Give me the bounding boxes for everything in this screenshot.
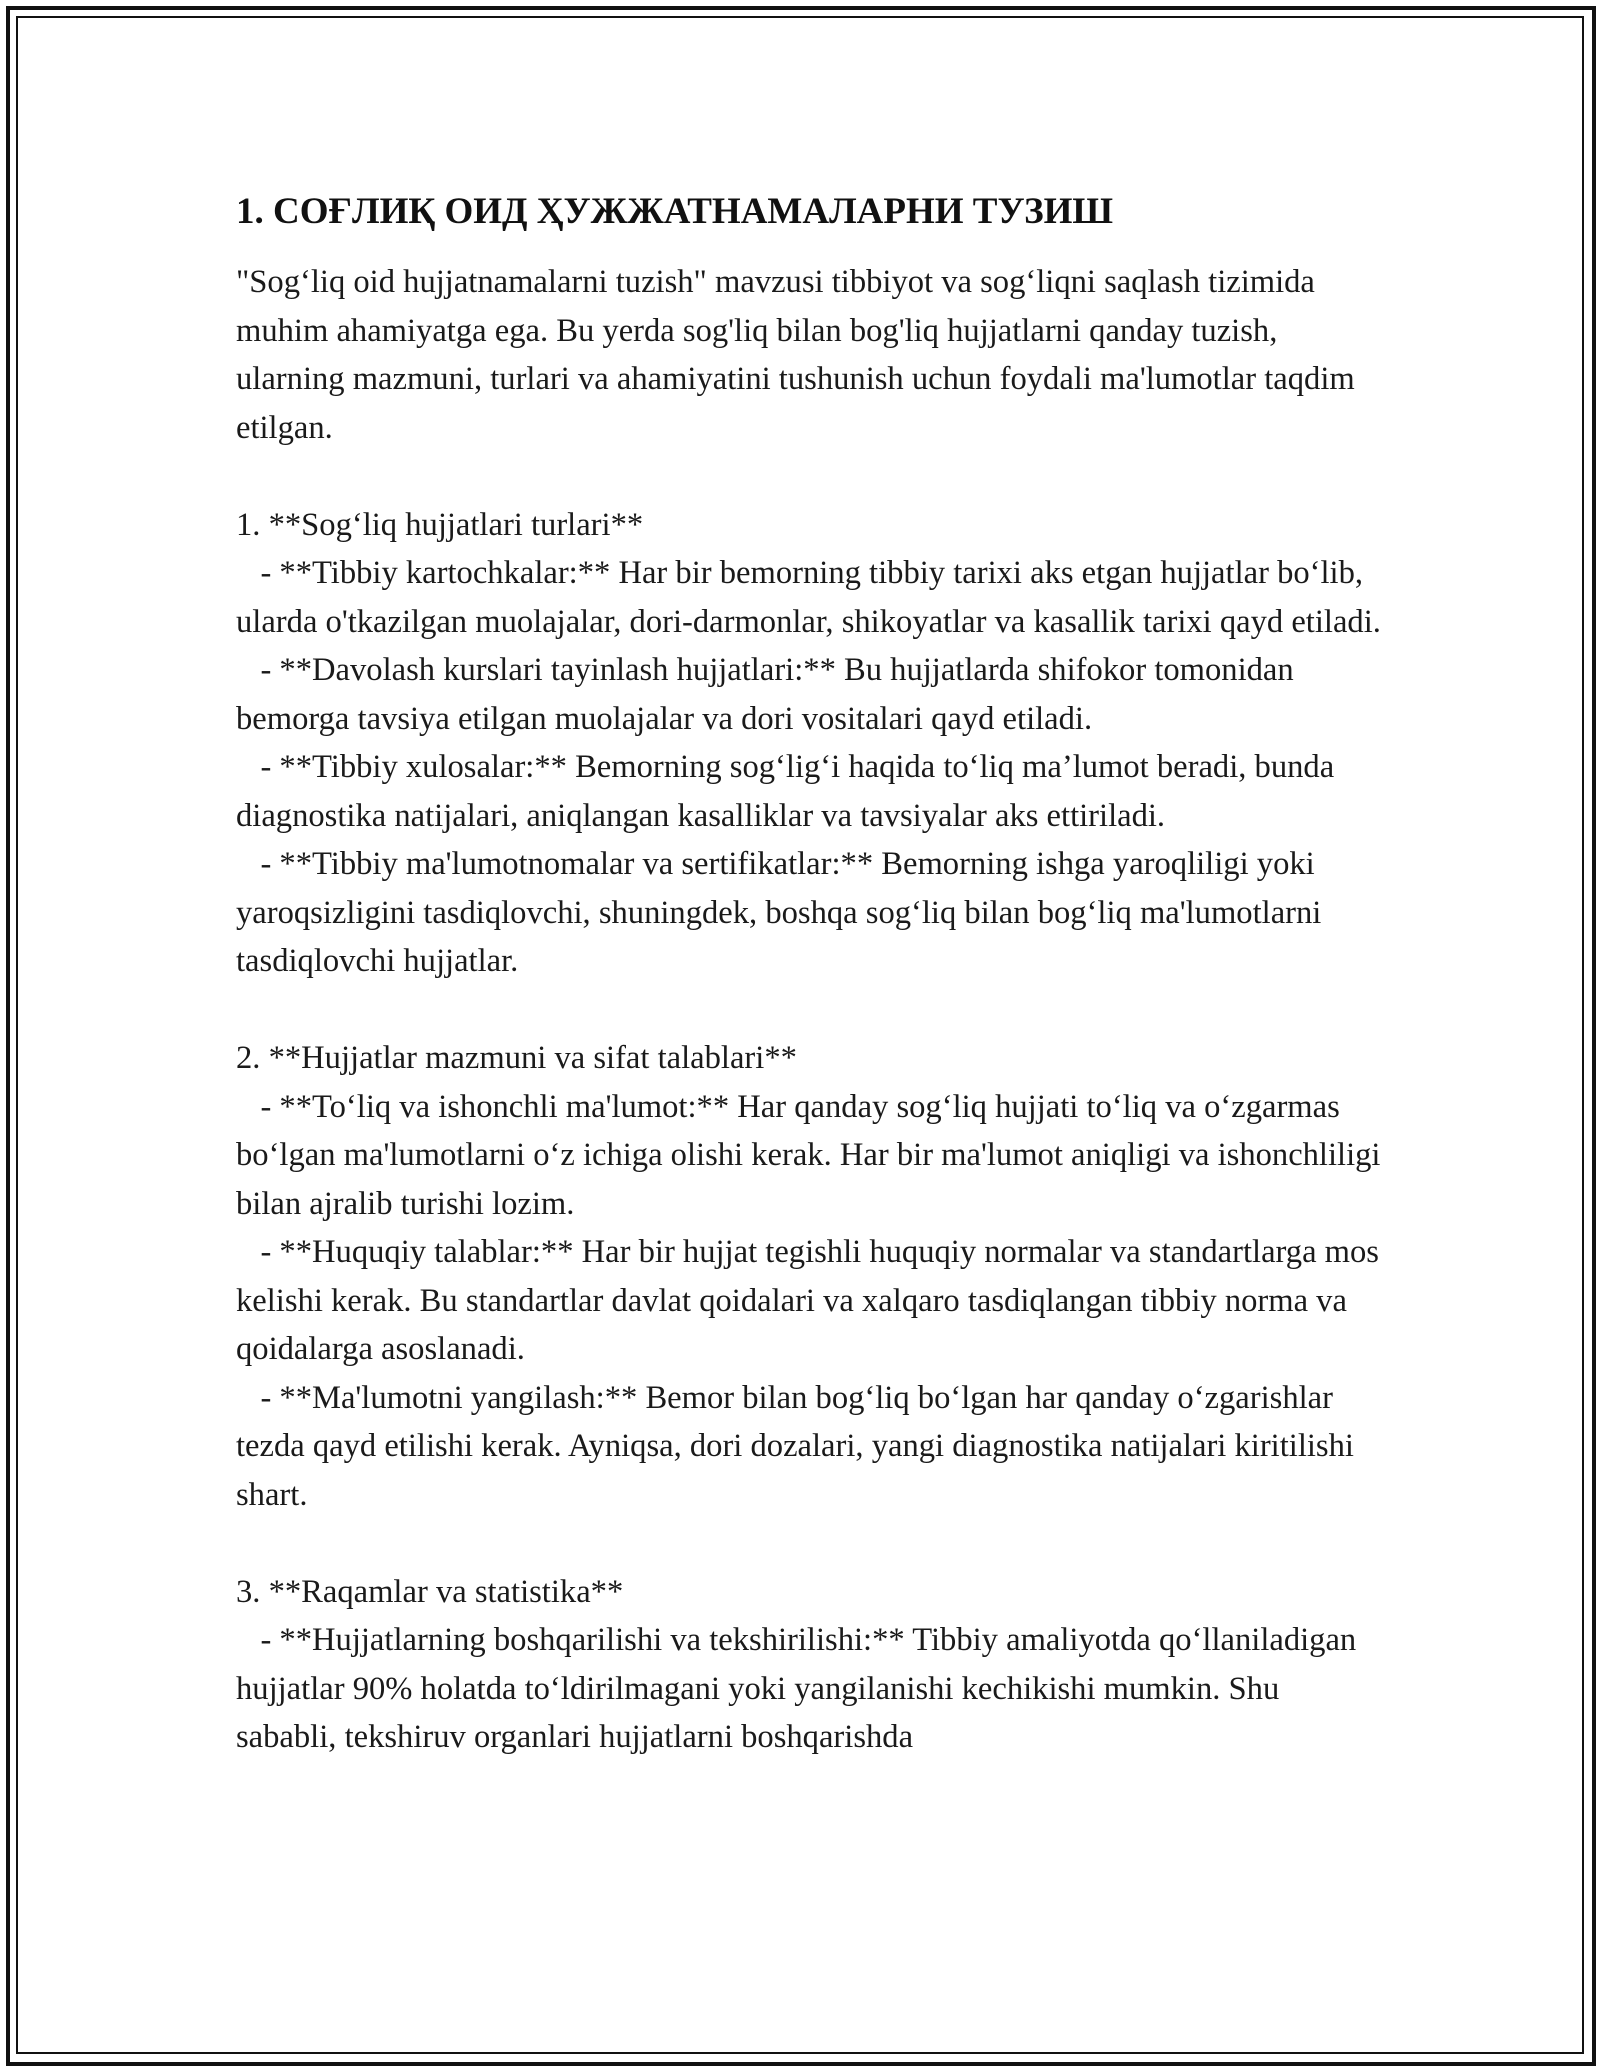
spacer (236, 1519, 1386, 1568)
intro-paragraph: "Sog‘liq oid hujjatnamalarni tuzish" mavzusi tibbiyot va sog‘liqni saqlash tizimida muhim ahamiyatga ega. Bu yerda sog'liq bilan bog'liq hujjatlarni qanday tuzish, ularning mazmuni, turlari va ahamiyatini tushunish uchun foydali ma'lumotlar taqdim etilgan. (236, 264, 1363, 446)
list-item: - **Hujjatlarning boshqarilishi va tekshirilishi:** Tibbiy amaliyotda qo‘llaniladigan hujjatlar 90% holatda to‘ldirilmagani yoki yangilanishi kechikishi mumkin. Shu sababli, tekshiruv organlari hujjatlarni boshqarishda (236, 1622, 1365, 1755)
list-item: - **Tibbiy kartochkalar:** Har bir bemorning tibbiy tarixi aks etgan hujjatlar bo‘lib, ularda o'tkazilgan muolajalar, dori-darmonlar, shikoyatlar va kasallik tarixi qayd etiladi. (236, 555, 1381, 640)
spacer (236, 452, 1386, 501)
section-heading: 1. **Sog‘liq hujjatlari turlari** (236, 506, 644, 543)
spacer (236, 986, 1386, 1035)
section-heading: 3. **Raqamlar va statistika** (236, 1573, 624, 1610)
section-1 (236, 501, 1386, 986)
section-2 (236, 1034, 1389, 1519)
document-body (236, 188, 1389, 1762)
section-3 (236, 1568, 1386, 1762)
section-heading: 2. **Hujjatlar mazmuni va sifat talablari** (236, 1040, 797, 1076)
document-title: 1. СОҒЛИҚ ОИД ҲУЖЖАТНАМАЛАРНИ ТУЗИШ (236, 191, 1114, 232)
list-item: - **Tibbiy ma'lumotnomalar va sertifikatlar:** Bemorning ishga yaroqliligi yoki yaroqsizligini tasdiqlovchi, shuningdek, boshqa sog‘liq bilan bog‘liq ma'lumotlarni tasdiqlovchi hujjatlar. (236, 846, 1330, 979)
list-item: - **Ma'lumotni yangilash:** Bemor bilan bog‘liq bo‘lgan har qanday o‘zgarishlar tezda qayd etilishi kerak. Ayniqsa, dori dozalari, yangi diagnostika natijalari kiritilishi shart. (236, 1379, 1363, 1513)
list-item: - **Huquqiy talablar:** Har bir hujjat tegishli huquqiy normalar va standartlarga mos kelishi kerak. Bu standartlar davlat qoidalari va xalqaro tasdiqlangan tibbiy norma va qoidalarga asoslanadi. (236, 1234, 1388, 1367)
list-item: - **Tibbiy xulosalar:** Bemorning sog‘lig‘i haqida to‘liq ma’lumot beradi, bunda diagnostika natijalari, aniqlangan kasalliklar va tavsiyalar aks ettiriladi. (236, 749, 1343, 834)
list-item: - **To‘liq va ishonchli ma'lumot:** Har qanday sog‘liq hujjati to‘liq va o‘zgarmas bo‘lgan ma'lumotlarni o‘z ichiga olishi kerak. Har bir ma'lumot aniqligi va ishonchliligi bilan ajralib turishi lozim. (236, 1088, 1389, 1222)
list-item: - **Davolash kurslari tayinlash hujjatlari:** Bu hujjatlarda shifokor tomonidan bemorga tavsiya etilgan muolajalar va dori vositalari qayd etiladi. (236, 652, 1302, 737)
